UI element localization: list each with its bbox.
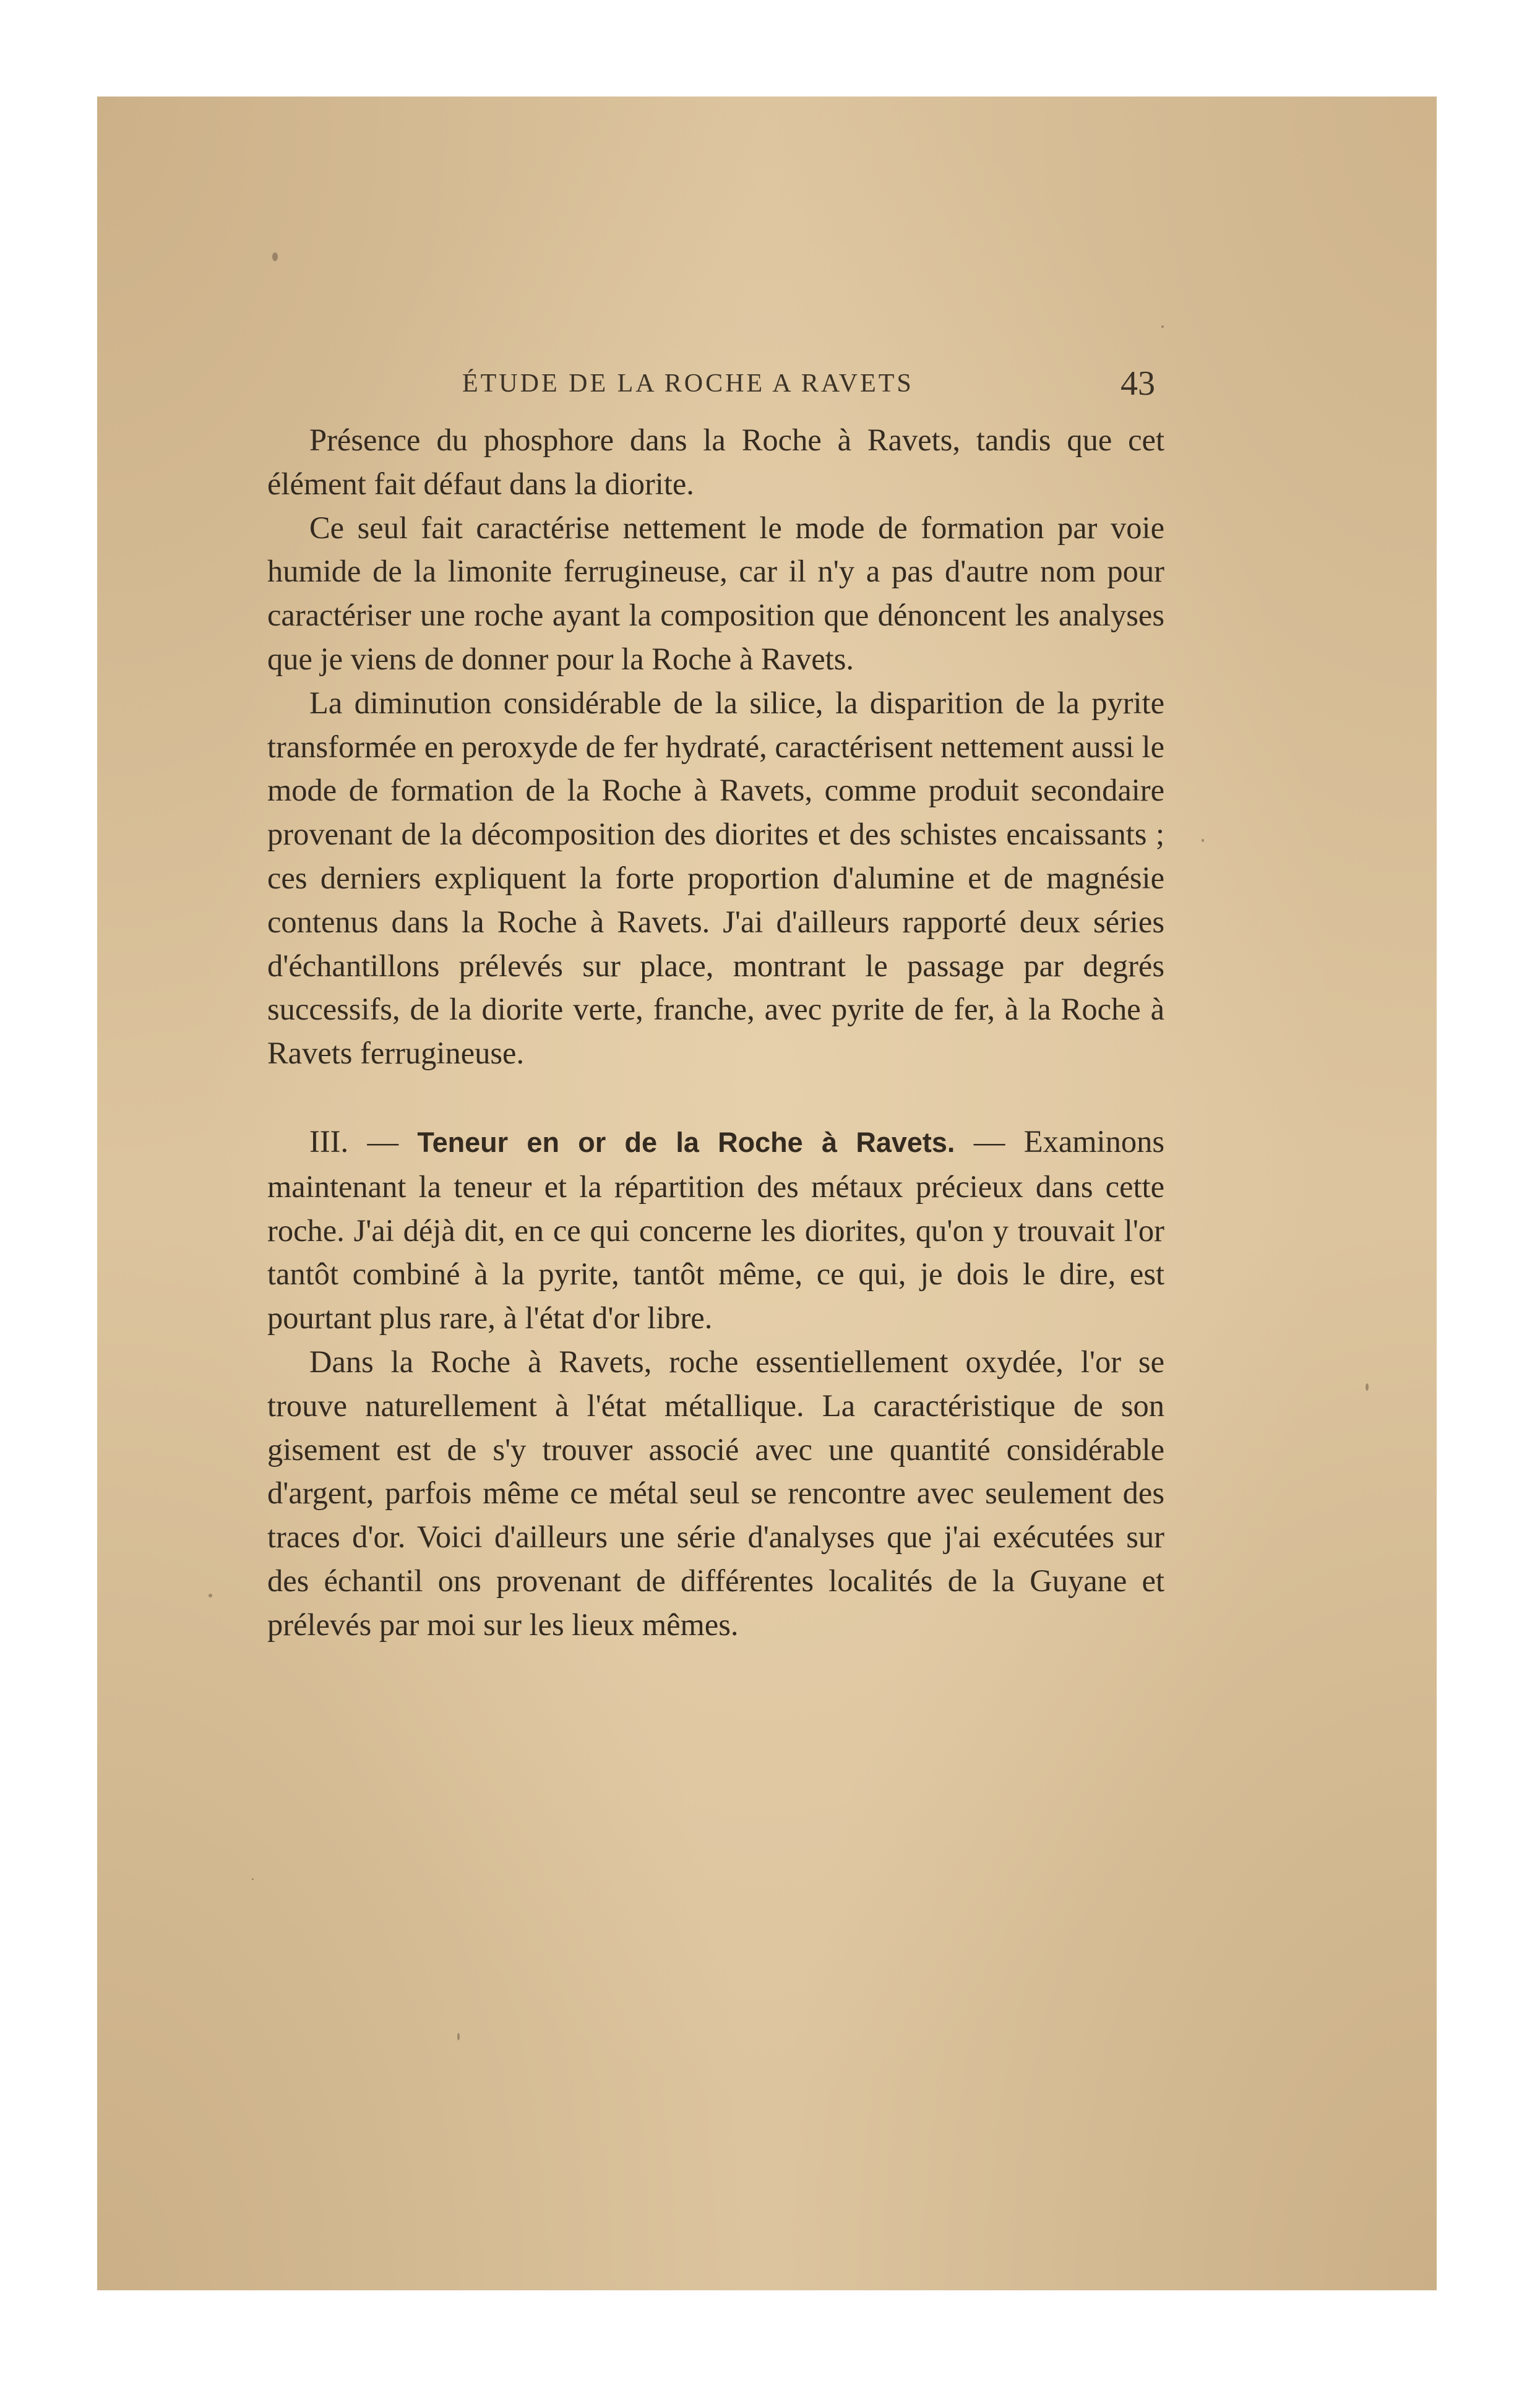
dust-speck — [1202, 839, 1204, 842]
section-number: III. — — [309, 1124, 418, 1159]
running-head: ÉTUDE DE LA ROCHE A RAVETS — [462, 369, 914, 398]
page-header — [97, 364, 1437, 407]
section-text: — Examinons maintenant la teneur et la répartition des métaux précieux dans cette roche. J'ai déjà dit, en ce qui concerne les diorites, qu'on y trouvait l'or tantôt combiné à la pyrite, tantôt même, ce qui, je dois le dire, est pourtant plus rare, à l'état d'or libre. — [267, 1124, 1164, 1336]
paragraph: Présence du phosphore dans la Roche à Ravets, tandis que cet élément fait défaut dans la diorite. — [267, 423, 1164, 501]
dust-speck — [1366, 1383, 1369, 1391]
dust-speck — [209, 1594, 212, 1597]
dust-speck — [1161, 325, 1164, 328]
dust-speck — [457, 2033, 460, 2040]
scanned-page — [97, 97, 1437, 2290]
dust-speck — [272, 252, 278, 261]
section-title: Teneur en or de la Roche à Ravets. — [417, 1126, 955, 1158]
section-paragraph — [267, 1120, 1164, 1340]
paragraph: Ce seul fait caractérise nettement le mode de formation par voie humide de la limonite ferrugineuse, car il n'y a pas d'autre nom pour caractériser une roche ayant la composition que dénoncent les analyses que je viens de donner pour la Roche à Ravets. — [267, 510, 1164, 676]
body-text — [267, 418, 1164, 1647]
paragraph: Dans la Roche à Ravets, roche essentiellement oxydée, l'or se trouve naturellement à l'état métallique. La caractéristique de son gisement est de s'y trouver associé avec une quantité considérable d'argent, parfois même ce métal seul se rencontre avec seulement des traces d'or. Voici d'ailleurs une série d'analyses que j'ai exécutées sur des échantil ons provenant de différentes localités de la Guyane et prélevés par moi sur les lieux mêmes. — [267, 1344, 1164, 1642]
dust-speck — [252, 1878, 254, 1880]
paragraph: La diminution considérable de la silice, la disparition de la pyrite transformée en peroxyde de fer hydraté, caractérisent nettement aussi le mode de formation de la Roche à Ravets, comme produit secondaire provenant de la décomposition des diorites et des schistes encaissants ; ces derniers expliquent la forte proportion d'alumine et de magnésie contenus dans la Roche à Ravets. J'ai d'ailleurs rapporté deux séries d'échantillons prélevés sur place, montrant le passage par degrés successifs, de la diorite verte, franche, avec pyrite de fer, à la Roche à Ravets ferrugineuse. — [267, 685, 1164, 1071]
page-number: 43 — [1121, 364, 1155, 403]
